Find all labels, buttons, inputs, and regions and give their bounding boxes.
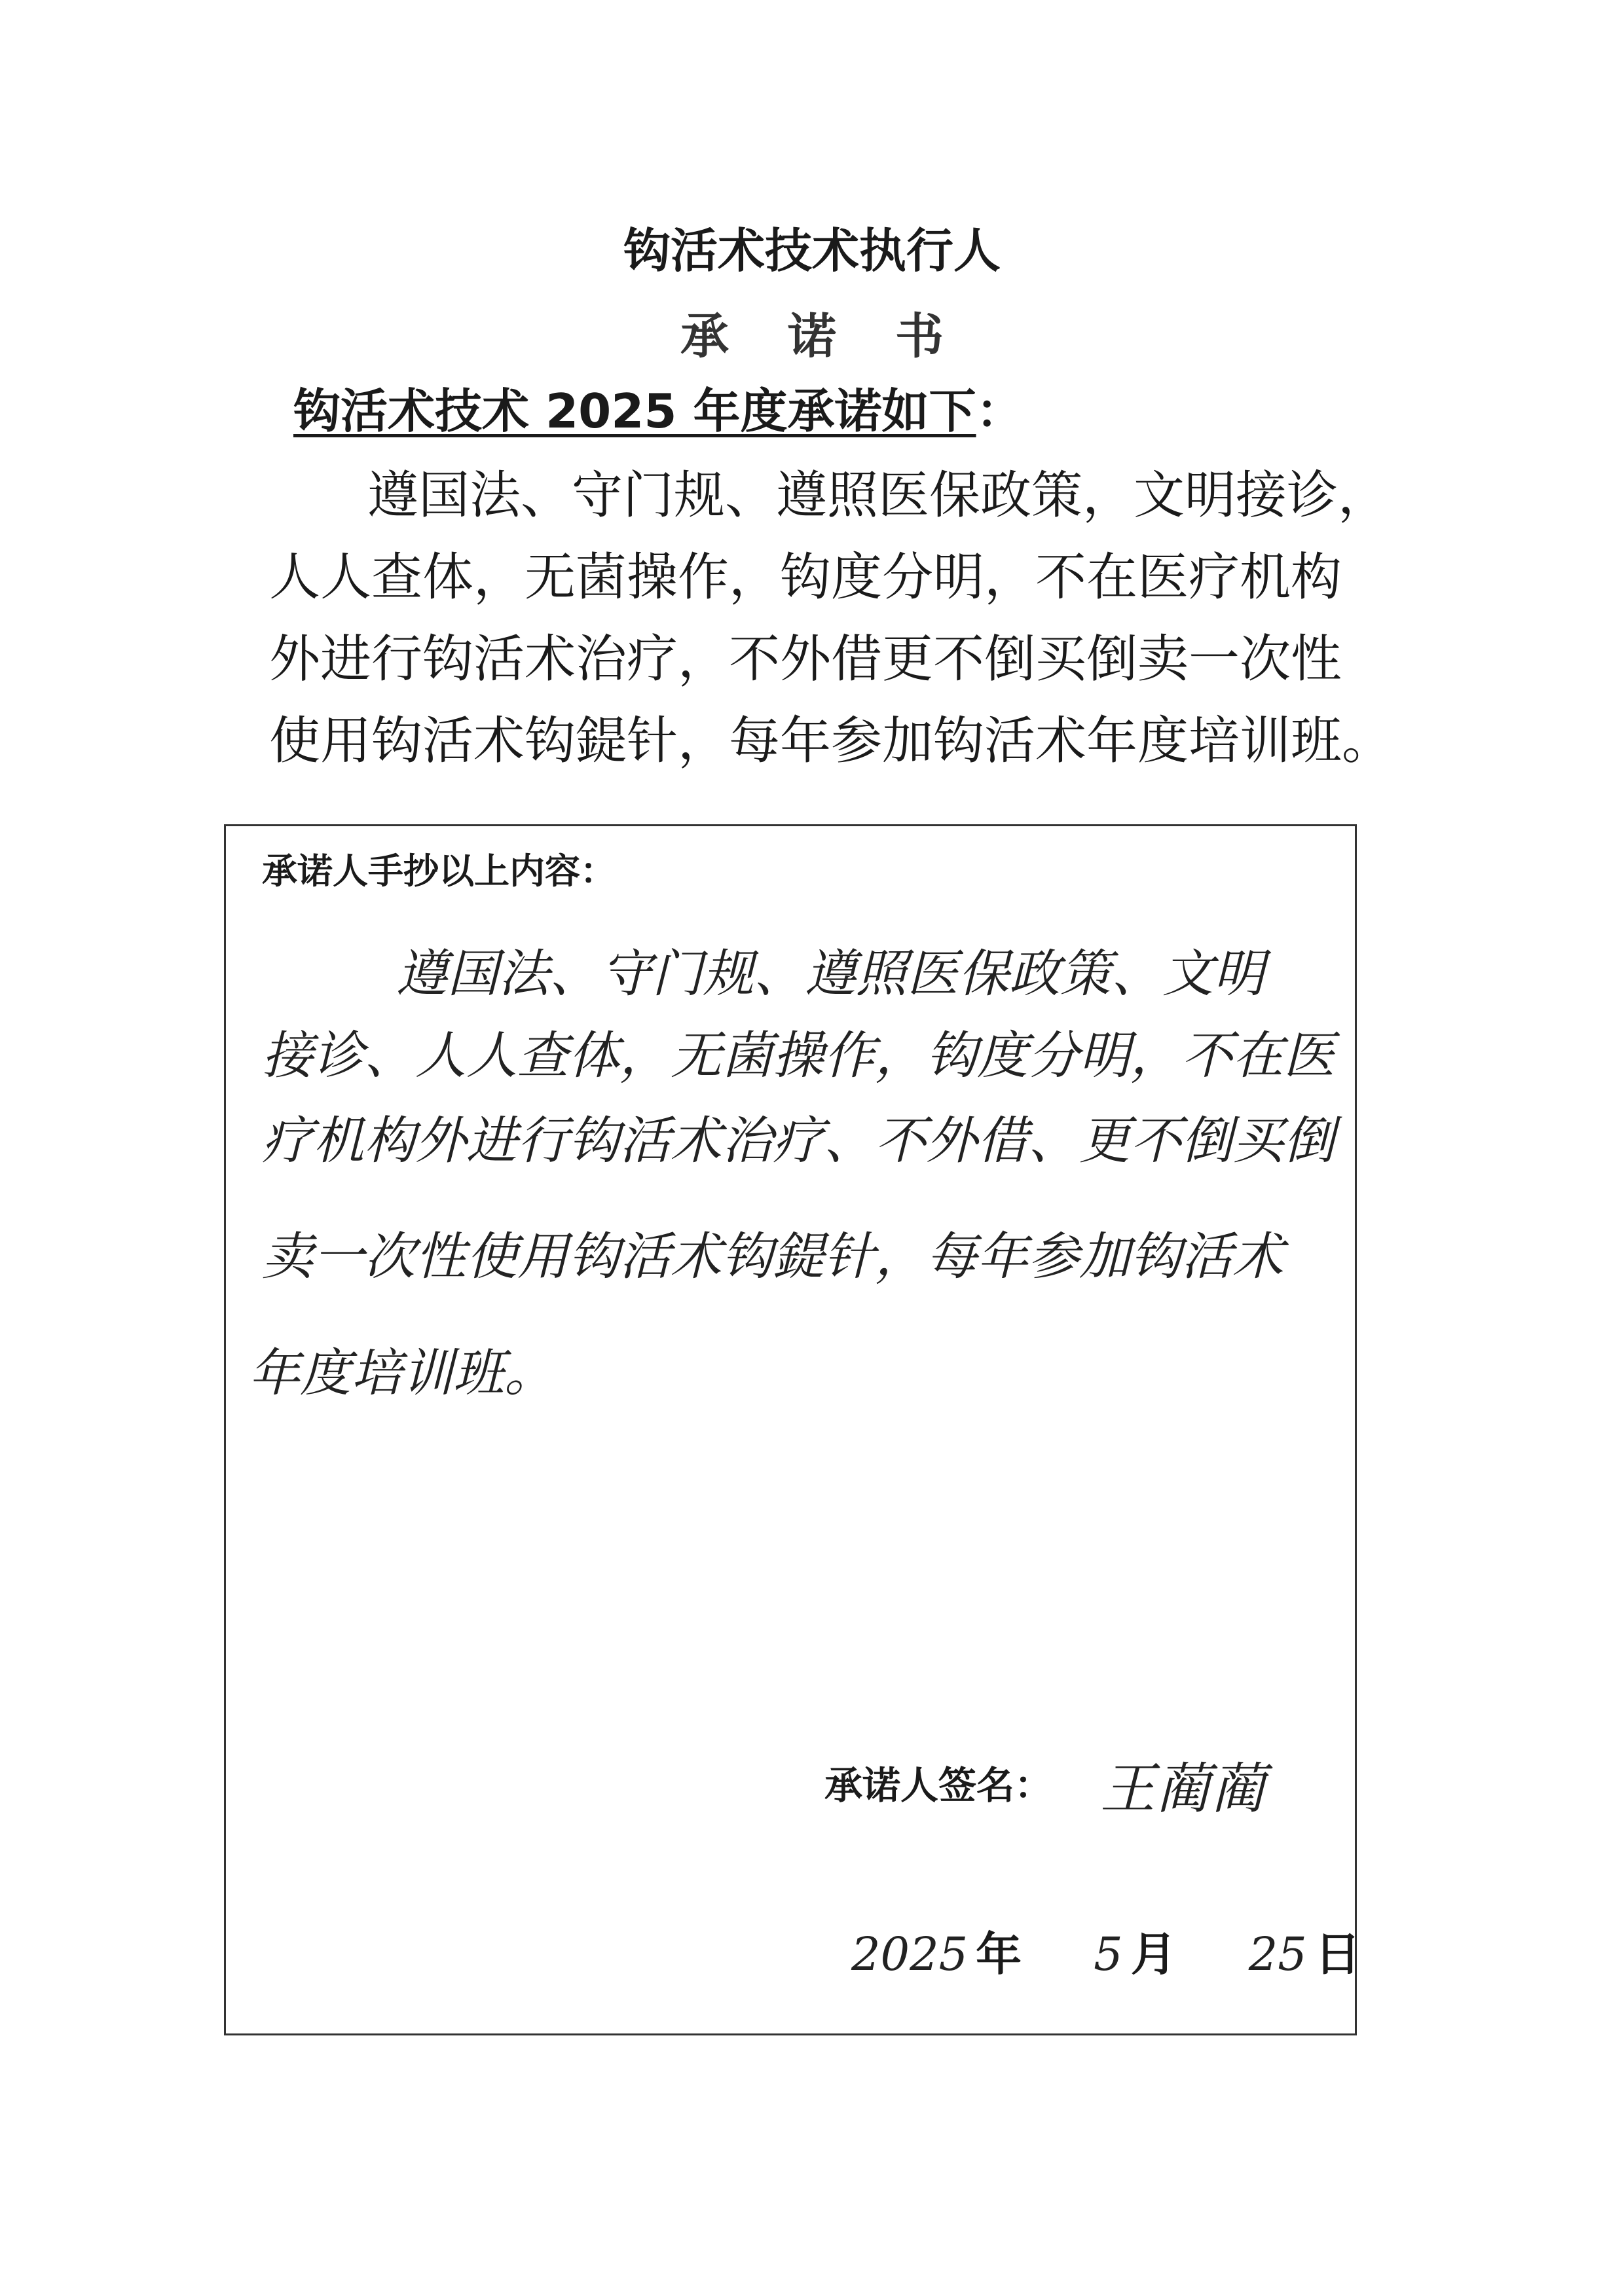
- pledge-line: 使用钩活术钩鍉针，每年参加钩活术年度培训班。: [269, 712, 1393, 771]
- handwritten-line: 疗机构外进行钩活术治疗、不外借、更不倒买倒: [262, 1112, 1335, 1171]
- document-title: 钩活术技术执行人: [623, 223, 1001, 278]
- date-year: 2025: [851, 1927, 969, 1981]
- document-subtitle-pledge: 承诺书: [680, 308, 1003, 365]
- handwriting-box: [224, 824, 1357, 2035]
- pledge-line: 遵国法、守门规、遵照医保政策，文明接诊，: [367, 466, 1390, 525]
- date-month-unit: 月: [1130, 1927, 1177, 1981]
- pledge-intro-text: 钩活术技术 2025 年度承诺如下: [293, 384, 976, 439]
- pledge-paragraph: [269, 455, 1393, 782]
- signature-label: 承诺人签名：: [824, 1763, 1053, 1808]
- handwritten-line: 卖一次性使用钩活术钩鍉针，每年参加钩活术: [262, 1228, 1284, 1286]
- handwritten-line: 接诊、人人查体，无菌操作，钩度分明，不在医: [262, 1027, 1335, 1085]
- pledge-intro: [293, 373, 1024, 441]
- date-day-unit: 日: [1314, 1927, 1361, 1981]
- date-month: 5: [1094, 1927, 1123, 1981]
- pledge-line: 外进行钩活术治疗，不外借更不倒买倒卖一次性: [269, 630, 1342, 689]
- date-row: [851, 1925, 1361, 1984]
- date-year-unit: 年: [976, 1927, 1022, 1981]
- date-day: 25: [1248, 1927, 1307, 1981]
- handwritten-line: 年度培训班。: [249, 1344, 556, 1403]
- pledge-intro-colon: ：: [976, 384, 1024, 439]
- pledge-line: 人人查体，无菌操作，钩度分明，不在医疗机构: [269, 548, 1342, 607]
- handwriting-box-label: 承诺人手抄以上内容：: [262, 850, 616, 892]
- handwritten-line: 遵国法、守门规、遵照医保政策、文明: [396, 945, 1265, 1004]
- signature: 王蔺蔺: [1100, 1757, 1266, 1821]
